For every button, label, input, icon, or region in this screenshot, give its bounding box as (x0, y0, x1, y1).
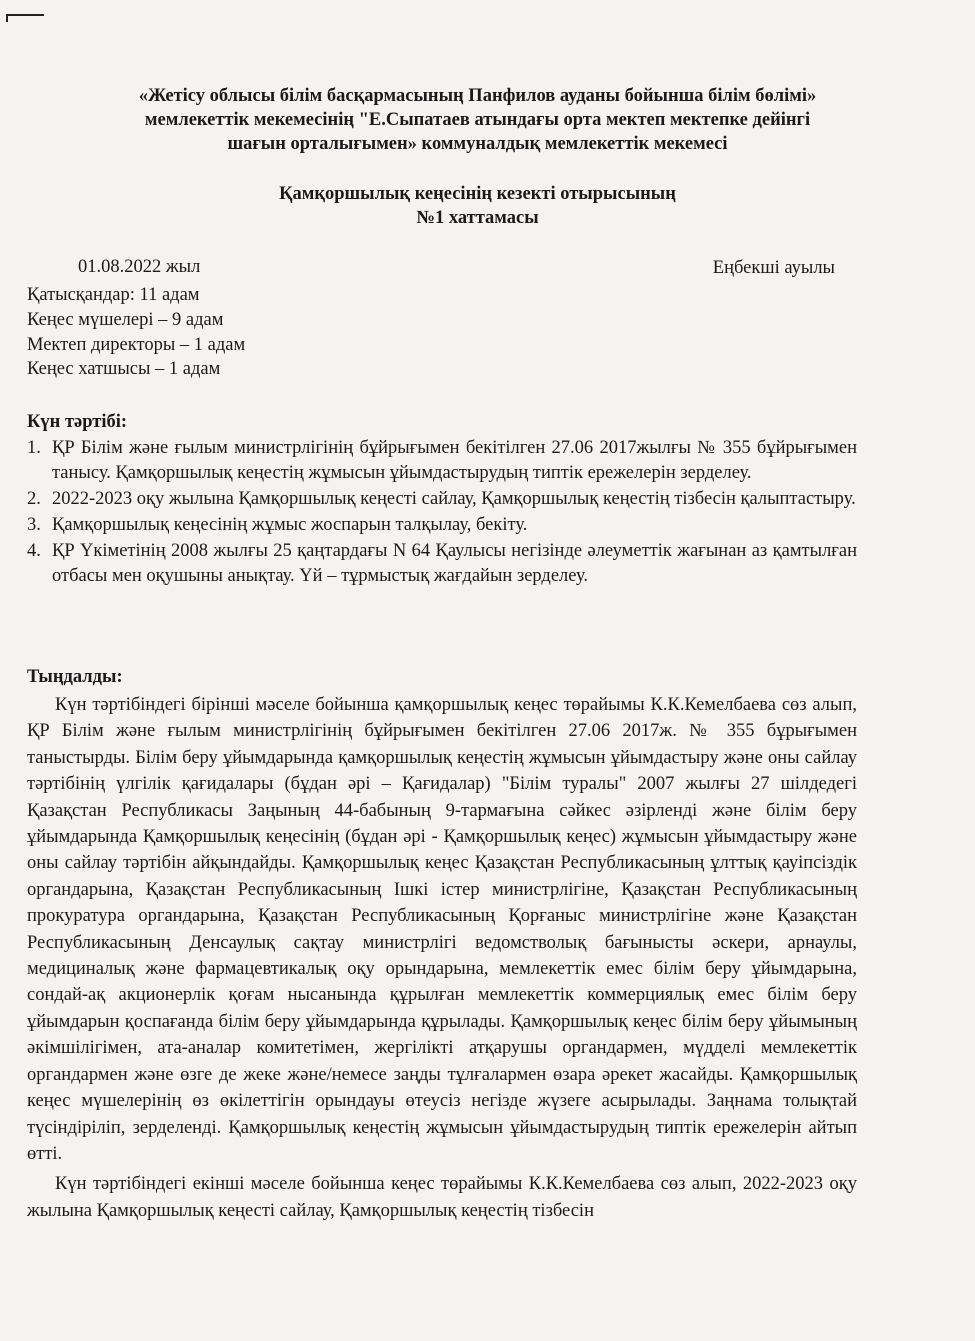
agenda-item (27, 487, 857, 512)
agenda-heading: Күн тәртібі: (27, 412, 128, 432)
attendance-secretary: Кеңес хатшысы – 1 адам (27, 359, 221, 380)
heard-paragraph-2: Күн тәртібіндегі екінші мәселе бойынша кеңес төрайымы К.К.Кемелбаева сөз алып, 2022-2023 оқу жылына Қамқоршылық кеңесті сайлау, Қамқоршылық кеңестің тізбесін (27, 1174, 857, 1221)
agenda-list (27, 436, 857, 590)
attendance-total: Қатысқандар: 11 адам (27, 285, 200, 305)
meeting-place: Еңбекші ауылы (712, 258, 835, 278)
header-line-2: мемлекеттік мекемесінің "Е.Сыпатаев атындағы орта мектеп мектепке дейінгі (144, 110, 811, 130)
agenda-item (27, 539, 857, 589)
agenda-item-text: ҚР Білім және ғылым министрлігінің бұйрығымен бекітілген 27.06 2017жылғы № 355 бұйрығымен танысу. Қамқоршылық кеңестің жұмысын ұйымдастырудың типтік ережелерін зерделеу. (52, 438, 857, 483)
meeting-date: 01.08.2022 жыл (78, 257, 201, 277)
attendance-director: Мектеп директоры – 1 адам (27, 334, 246, 355)
agenda-item-number: 3. (27, 515, 41, 535)
agenda-item-number: 4. (27, 541, 41, 561)
attendance-list (27, 283, 245, 382)
agenda-item-text: Қамқоршылық кеңесінің жұмыс жоспарын талқылау, бекіту. (52, 515, 528, 535)
title-line-2: №1 хаттамасы (416, 208, 539, 228)
agenda-item-number: 2. (27, 489, 41, 509)
agenda-item (27, 513, 857, 538)
heard-heading: Тыңдалды: (27, 667, 123, 687)
heard-body (27, 692, 857, 1224)
agenda-item-text: 2022-2023 оқу жылына Қамқоршылық кеңесті сайлау, Қамқоршылық кеңестің тізбесін қалыптастыру. (52, 489, 856, 509)
title-line-1: Қамқоршылық кеңесінің кезекті отырысының (279, 184, 676, 204)
page-corner-mark (6, 14, 44, 22)
heard-paragraph-1: Күн тәртібіндегі бірінші мәселе бойынша қамқоршылық кеңес төрайымы К.К.Кемелбаева сөз алып, ҚР Білім және ғылым министрлігінің бұйрығымен бекітілген 27.06 2017ж. № 355 бұрығымен таныстырды. Білім беру ұйымдарында қамқоршылық кеңестің жұмысын ұйымдастыру және оны сайлау тәртібінің үлгілік қағидалары (бұдан әрі – Қағидалар) "Білім туралы" 2007 жылғы 27 шілдедегі Қазақстан Республикасы Заңының 44-бабының 9-тармағына сәйкес әзірленді және білім беру ұйымдарында Қамқоршылық кеңесінің (бұдан әрі - Қамқоршылық кеңес) жұмысын ұйымдастыру және оны сайлау тәртібін айқындайды. Қамқоршылық кеңес Қазақстан Республикасының ұлттық қауіпсіздік органдарына, Қазақстан Республикасының Ішкі істер министрлігіне, Қазақстан Республикасының прокуратура органдарына, Қазақстан Республикасының Қорғаныс министрлігіне және Қазақстан Республикасының Денсаулық сақтау министрлігі ведомстволық бағынысты әскери, арнаулы, медициналық және фармацевтикалық оқу орындарына, мемлекеттік емес білім беру ұйымдарына, сондай-ақ акционерлік қоғам нысанында құрылған мемлекеттік коммерциялық емес білім беру ұйымдарын қоспағанда білім беру ұйымдарында құрылады. Қамқоршылық кеңес білім беру ұйымының әкімшілігімен, ата-аналар комитетімен, жергілікті атқарушы органдармен, мүдделі мемлекеттік органдармен және өзге де жеке және/немесе заңды тұлғалармен өзара әрекет жасайды. Қамқоршылық кеңес мүшелерінің өз өкілеттігін орындауы өтеусіз негізде жүзеге асырылады. Заңнама толықтай түсіндіріліп, зерделенді. Қамқоршылық кеңестің жұмысын ұйымдастырудың типтік ережелерін айтып өтті. (27, 695, 857, 1164)
agenda-item (27, 436, 857, 486)
agenda-item-text: ҚР Үкіметінің 2008 жылғы 25 қаңтардағы N 64 Қаулысы негізінде әлеуметтік жағынан аз қамтылған отбасы мен оқушыны анықтау. Үй – тұрмыстық жағдайын зерделеу. (52, 541, 857, 586)
agenda-item-number: 1. (27, 438, 41, 458)
document-title (40, 182, 915, 230)
attendance-members: Кеңес мүшелері – 9 адам (27, 309, 224, 330)
header-line-1: «Жетісу облысы білім басқармасының Панфилов ауданы бойынша білім бөлімі» (138, 86, 817, 106)
header-line-3: шағын орталығымен» коммуналдық мемлекеттік мекемесі (227, 134, 728, 154)
organization-header (40, 84, 915, 156)
